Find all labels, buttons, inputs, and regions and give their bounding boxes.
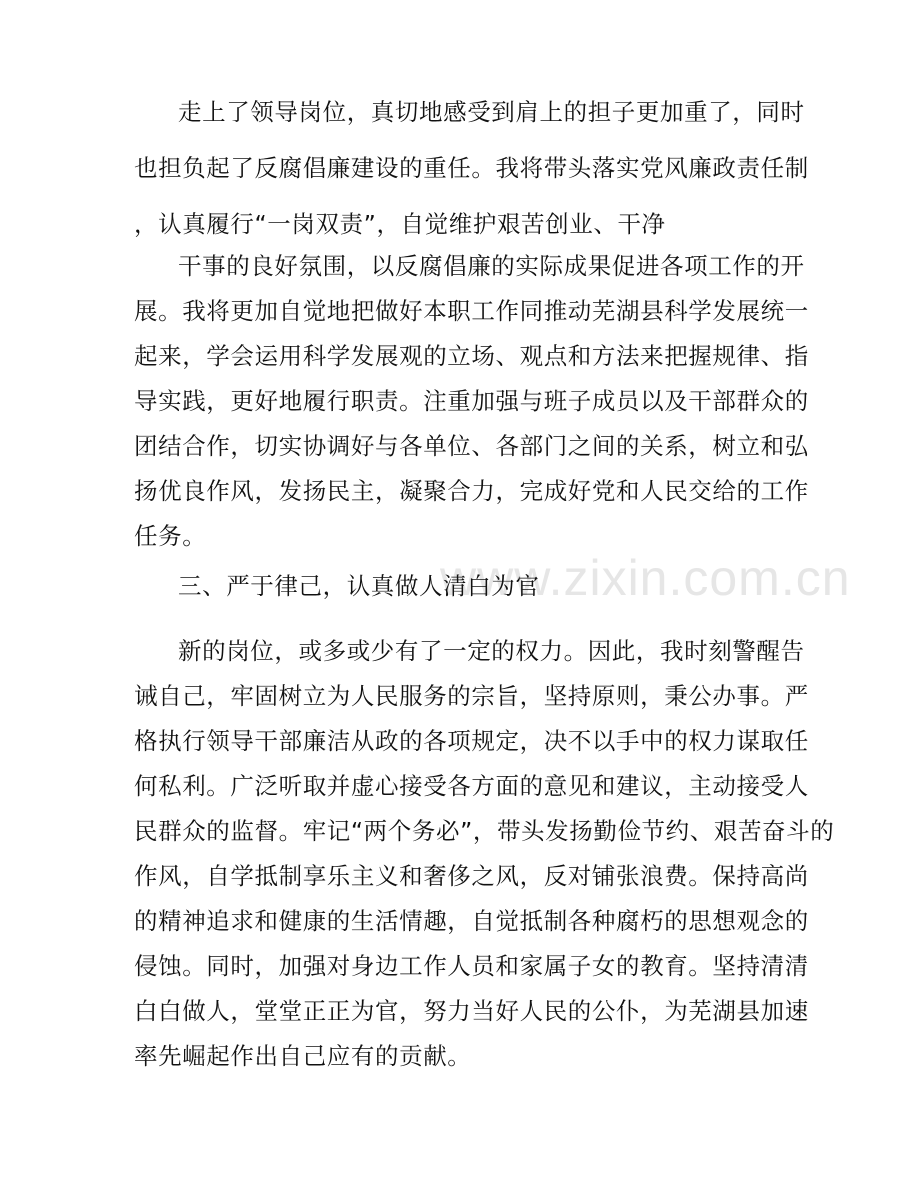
paragraph-line: 民群众的监督。牢记“两个务必”，带头发扬勤俭节约、艰苦奋斗的 xyxy=(134,817,835,845)
paragraph-line: 格执行领导干部廉洁从政的各项规定，决不以手中的权力谋取任 xyxy=(134,727,809,755)
paragraph-line: 作风，自学抵制享乐主义和奢侈之风，反对铺张浪费。保持高尚 xyxy=(134,862,809,890)
paragraph-line: 展。我将更加自觉地把做好本职工作同推动芜湖县科学发展统一 xyxy=(134,297,809,325)
paragraph-line: 新的岗位，或多或少有了一定的权力。因此，我时刻警醒告 xyxy=(178,637,805,665)
paragraph-line: 的精神追求和健康的生活情趣，自觉抵制各种腐朽的思想观念的 xyxy=(134,907,809,935)
paragraph-line: 干事的良好氛围，以反腐倡廉的实际成果促进各项工作的开 xyxy=(178,252,805,280)
paragraph-line: 走上了领导岗位，真切地感受到肩上的担子更加重了，同时 xyxy=(178,98,805,126)
paragraph-line: 率先崛起作出自己应有的贡献。 xyxy=(134,1042,472,1070)
paragraph-line: 团结合作，切实协调好与各单位、各部门之间的关系，树立和弘 xyxy=(134,432,809,460)
watermark: www.zixin.com.cn xyxy=(440,550,851,606)
paragraph-line: 任务。 xyxy=(134,522,207,550)
paragraph-line: 扬优良作风，发扬民主，凝聚合力，完成好党和人民交给的工作 xyxy=(134,477,809,505)
paragraph-line: 侵蚀。同时，加强对身边工作人员和家属子女的教育。坚持清清 xyxy=(134,952,809,980)
paragraph-line: 白白做人，堂堂正正为官，努力当好人民的公仆，为芜湖县加速 xyxy=(134,997,809,1025)
paragraph-line: ，认真履行“一岗双责”，自觉维护艰苦创业、干净 xyxy=(134,210,666,238)
paragraph-line: 也担负起了反腐倡廉建设的重任。我将带头落实党风廉政责任制 xyxy=(134,154,809,182)
paragraph-line: 何私利。广泛听取并虚心接受各方面的意见和建议，主动接受人 xyxy=(134,772,809,800)
section-heading-text: 三、严于律己，认真做人清白为官 xyxy=(178,572,540,600)
paragraph-line: 导实践，更好地履行职责。注重加强与班子成员以及干部群众的 xyxy=(134,387,809,415)
paragraph-line: 起来，学会运用科学发展观的立场、观点和方法来把握规律、指 xyxy=(134,342,809,370)
paragraph-line: 诫自己，牢固树立为人民服务的宗旨，坚持原则，秉公办事。严 xyxy=(134,682,809,710)
